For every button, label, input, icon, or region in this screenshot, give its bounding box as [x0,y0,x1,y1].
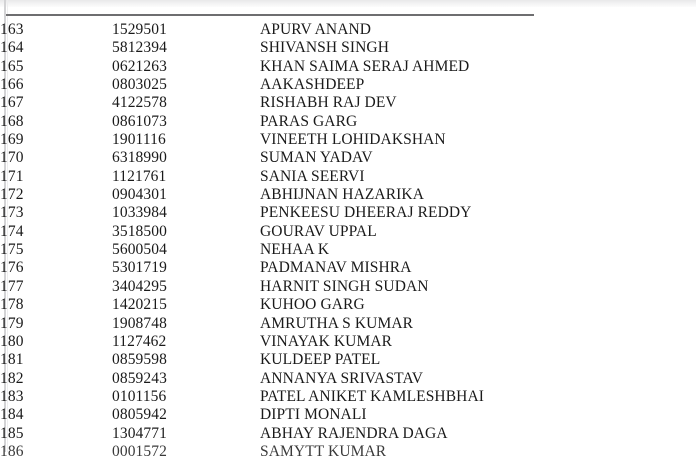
table-row [0,351,640,369]
cell-roll-number: 0904301 [112,186,167,204]
cell-roll-number: 5301719 [112,259,167,277]
cell-roll-number: 5812394 [112,39,167,57]
table-row [0,278,640,296]
cell-roll-number: 0859598 [112,351,167,369]
cell-serial-number: 169 [0,131,24,149]
table-row [0,131,640,149]
cell-roll-number: 0861073 [112,112,167,130]
table-row [0,259,640,277]
cell-serial-number: 183 [0,387,24,405]
cell-candidate-name: SAMYTT KUMAR [260,442,387,460]
cell-candidate-name: PARAS GARG [260,112,358,130]
cell-candidate-name: SUMAN YADAV [260,149,373,167]
cell-candidate-name: RISHABH RAJ DEV [260,94,397,112]
cell-roll-number: 0101156 [112,387,167,405]
cell-roll-number: 1908748 [112,314,167,332]
cell-serial-number: 177 [0,277,24,295]
table-row [0,94,640,112]
cell-roll-number: 1529501 [112,21,167,38]
cell-roll-number: 5600504 [112,241,167,259]
cell-candidate-name: PENKEESU DHEERAJ REDDY [260,204,472,222]
table-row [0,21,640,39]
cell-roll-number: 0859243 [112,369,167,387]
cell-roll-number: 1127462 [112,332,167,350]
cell-roll-number: 1121761 [112,167,167,185]
cell-roll-number: 6318990 [112,149,167,167]
table-row [0,388,640,406]
cell-candidate-name: PATEL ANIKET KAMLESHBHAI [260,387,485,405]
table-row [0,333,640,351]
cell-roll-number: 0805942 [112,406,167,424]
candidate-roster-table [0,21,640,461]
cell-serial-number: 163 [0,21,24,38]
table-row [0,39,640,57]
cell-serial-number: 165 [0,57,24,75]
cell-roll-number: 0621263 [112,57,167,75]
cell-serial-number: 167 [0,94,24,112]
cell-serial-number: 182 [0,369,24,387]
cell-candidate-name: APURV ANAND [260,21,372,38]
cell-serial-number: 171 [0,167,24,185]
cell-serial-number: 181 [0,351,24,369]
cell-candidate-name: SANIA SEERVI [260,167,365,185]
cell-roll-number: 1304771 [112,424,167,442]
table-row [0,296,640,314]
cell-serial-number: 172 [0,186,24,204]
cell-roll-number: 3518500 [112,222,167,240]
table-row [0,113,640,131]
table-row [0,204,640,222]
cell-serial-number: 173 [0,204,24,222]
cell-serial-number: 178 [0,296,24,314]
cell-candidate-name: HARNIT SINGH SUDAN [260,277,429,295]
header-horizontal-rule [6,14,534,16]
cell-roll-number: 4122578 [112,94,167,112]
candidate-roster-body [0,21,640,461]
cell-roll-number: 0001572 [112,442,167,460]
cell-candidate-name: ABHIJNAN HAZARIKA [260,186,425,204]
cell-candidate-name: GOURAV UPPAL [260,222,377,240]
table-row [0,76,640,94]
cell-candidate-name: ABHAY RAJENDRA DAGA [260,424,448,442]
cell-serial-number: 184 [0,406,24,424]
cell-serial-number: 180 [0,332,24,350]
cell-roll-number: 3404295 [112,277,167,295]
table-row [0,168,640,186]
cell-roll-number: 0803025 [112,76,167,94]
cell-serial-number: 166 [0,76,24,94]
table-row [0,186,640,204]
cell-candidate-name: ANNANYA SRIVASTAV [260,369,424,387]
table-row [0,149,640,167]
table-row [0,315,640,333]
cell-serial-number: 175 [0,241,24,259]
cell-serial-number: 168 [0,112,24,130]
cell-candidate-name: PADMANAV MISHRA [260,259,412,277]
cell-candidate-name: DIPTI MONALI [260,406,367,424]
cell-roll-number: 1420215 [112,296,167,314]
cell-candidate-name: AMRUTHA S KUMAR [260,314,414,332]
scan-edge-band [0,0,696,7]
cell-candidate-name: NEHAA K [260,241,330,259]
cell-candidate-name: KUHOO GARG [260,296,365,314]
cell-serial-number: 174 [0,222,24,240]
cell-roll-number: 1901116 [112,131,166,149]
cell-roll-number: 1033984 [112,204,167,222]
cell-candidate-name: KHAN SAIMA SERAJ AHMED [260,57,470,75]
cell-candidate-name: VINEETH LOHIDAKSHAN [260,131,446,149]
cell-serial-number: 185 [0,424,24,442]
cell-serial-number: 186 [0,442,24,460]
table-row [0,223,640,241]
table-row [0,58,640,76]
table-row [0,425,640,443]
cell-candidate-name: AAKASHDEEP [260,76,365,94]
cell-serial-number: 170 [0,149,24,167]
cell-candidate-name: SHIVANSH SINGH [260,39,390,57]
cell-serial-number: 164 [0,39,24,57]
cell-serial-number: 176 [0,259,24,277]
cell-serial-number: 179 [0,314,24,332]
table-row [0,406,640,424]
table-row [0,241,640,259]
cell-candidate-name: KULDEEP PATEL [260,351,381,369]
table-row [0,370,640,388]
cell-candidate-name: VINAYAK KUMAR [260,332,393,350]
